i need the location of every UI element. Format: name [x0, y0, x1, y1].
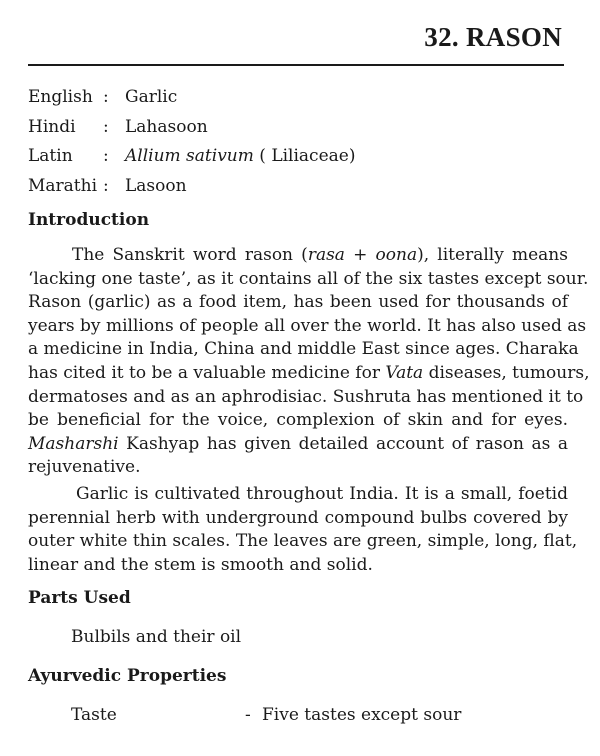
parts-used-heading: Parts Used	[28, 588, 131, 608]
text-line: The Sanskrit word rason (rasa + oona), literally means	[72, 245, 568, 265]
name-key: English	[28, 87, 93, 107]
name-row-marathi	[28, 172, 355, 202]
text-line: be beneficial for the voice, complexion of skin and for eyes.	[28, 410, 568, 431]
text-line: Garlic is cultivated throughout India. It is a small, foetid	[76, 484, 568, 504]
name-separator: :	[103, 146, 109, 166]
latin-family: ( Liliaceae)	[253, 146, 356, 166]
text-line: Rason (garlic) as a food item, has been used for thousands of	[28, 292, 568, 313]
text-line: a medicine in India, China and middle East since ages. Charaka	[28, 339, 579, 360]
text-line: has cited it to be a valuable medicine for Vata diseases, tumours,	[28, 362, 590, 383]
name-row-latin	[28, 142, 355, 172]
text-line: perennial herb with underground compound bulbs covered by	[28, 507, 568, 528]
latin-binomial: Allium sativum	[125, 146, 254, 166]
text-line: dermatoses and as an aphrodisiac. Sushruta has mentioned it to	[28, 386, 584, 407]
introduction-heading: Introduction	[28, 210, 150, 230]
name-separator: :	[103, 175, 109, 196]
introduction-paragraph-2	[28, 483, 578, 577]
name-value: Lasoon	[125, 175, 187, 196]
name-key: Marathi	[28, 175, 98, 196]
ayurvedic-properties-heading: Ayurvedic Properties	[28, 666, 227, 686]
introduction-paragraph-1	[28, 244, 590, 480]
text-line: ‘lacking one taste’, as it contains all of the six tastes except sour.	[28, 268, 589, 289]
name-row-hindi	[28, 113, 355, 143]
name-key: Hindi	[28, 116, 76, 137]
name-row-english	[28, 83, 355, 113]
text-line: outer white thin scales. The leaves are green, simple, long, flat,	[28, 531, 578, 552]
property-separator: -	[245, 705, 251, 725]
parts-used-text: Bulbils and their oil	[71, 627, 242, 647]
name-separator: :	[103, 87, 109, 107]
name-value: Garlic	[125, 87, 178, 107]
plant-names-list	[28, 83, 355, 201]
title-rule	[28, 64, 564, 66]
text-line: years by millions of people all over the world. It has also used as	[28, 315, 587, 336]
text-line: rejuvenative.	[28, 457, 141, 478]
text-line: Masharshi Kashyap has given detailed account of rason as a	[28, 433, 568, 454]
property-label: Taste	[71, 705, 117, 725]
text-line: linear and the stem is smooth and solid.	[28, 554, 373, 575]
chapter-title: 32. RASON	[424, 22, 562, 52]
name-value	[125, 142, 355, 172]
name-separator: :	[103, 116, 109, 137]
name-key: Latin	[28, 146, 73, 166]
property-value: Five tastes except sour	[262, 705, 462, 725]
name-value: Lahasoon	[125, 116, 208, 137]
